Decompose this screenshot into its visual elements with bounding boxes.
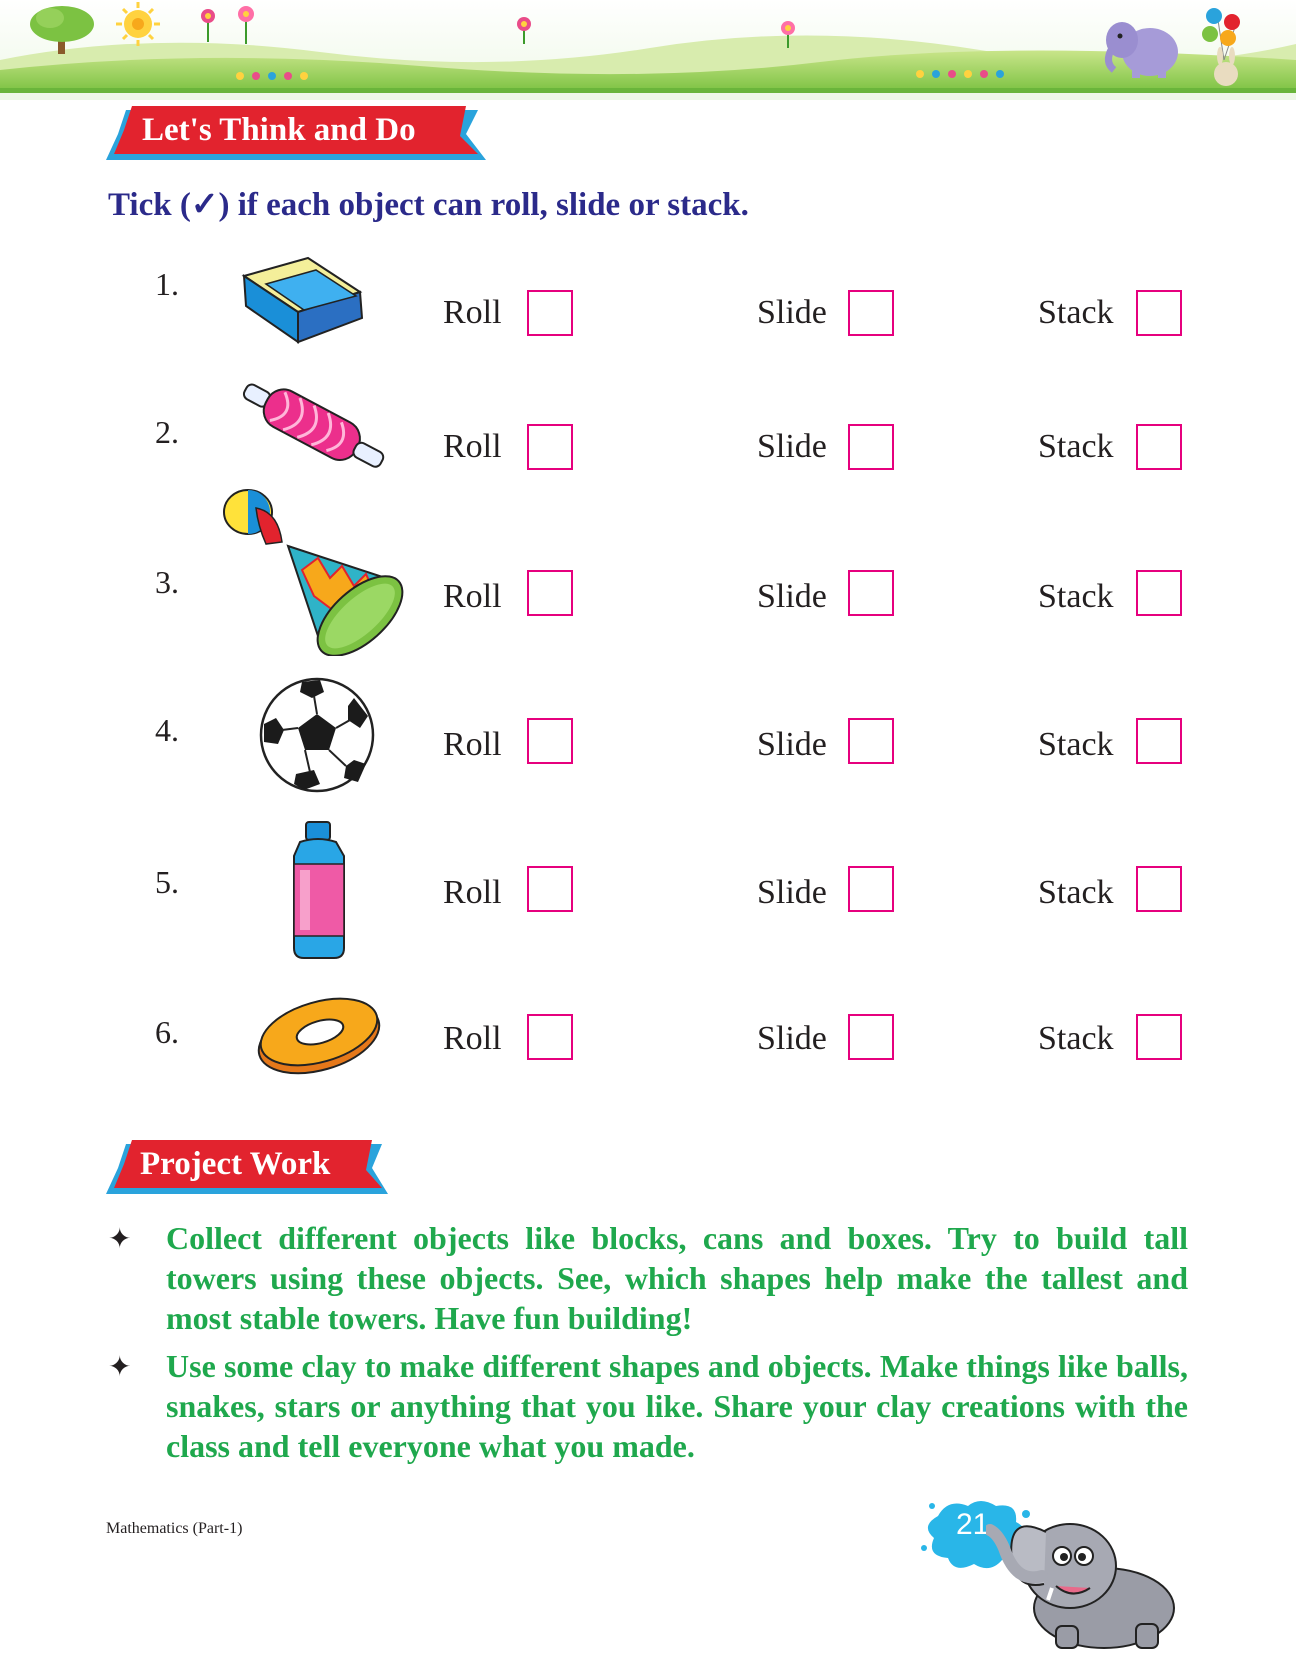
option-stack-label: Stack [1038, 578, 1114, 615]
stack-checkbox[interactable] [1136, 718, 1182, 764]
page-number: 21 [956, 1508, 990, 1541]
list-item [0, 818, 1296, 958]
stack-checkbox[interactable] [1136, 570, 1182, 616]
instruction-text: Tick (✓) if each object can roll, slide or stack. [108, 187, 749, 223]
section-heading: Project Work [140, 1146, 331, 1182]
stack-checkbox[interactable] [1136, 1014, 1182, 1060]
option-roll-label: Roll [443, 1020, 502, 1057]
option-slide-label: Slide [757, 578, 827, 615]
book-title: Mathematics (Part-1) [106, 1520, 243, 1537]
roll-checkbox[interactable] [527, 570, 573, 616]
option-stack-label: Stack [1038, 1020, 1114, 1057]
option-slide-label: Slide [757, 726, 827, 763]
item-number: 4. [155, 712, 179, 748]
roll-checkbox[interactable] [527, 1014, 573, 1060]
item-number: 5. [155, 864, 179, 900]
option-stack-label: Stack [1038, 874, 1114, 911]
section-heading: Let's Think and Do [142, 112, 416, 148]
option-roll-label: Roll [443, 294, 502, 331]
elephant-mascot-icon [986, 1504, 1186, 1654]
item-number: 6. [155, 1014, 179, 1050]
slide-checkbox[interactable] [848, 866, 894, 912]
list-item [0, 990, 1296, 1130]
stack-checkbox[interactable] [1136, 424, 1182, 470]
party-hat-icon [218, 486, 408, 656]
option-slide-label: Slide [757, 874, 827, 911]
star-bullet-icon: ✦ [108, 1224, 132, 1255]
list-item [0, 676, 1296, 816]
list-item [0, 486, 1296, 626]
item-number: 1. [155, 266, 179, 302]
roll-checkbox[interactable] [527, 290, 573, 336]
option-slide-label: Slide [757, 1020, 827, 1057]
slide-checkbox[interactable] [848, 718, 894, 764]
item-number: 2. [155, 414, 179, 450]
stack-checkbox[interactable] [1136, 866, 1182, 912]
slide-checkbox[interactable] [848, 570, 894, 616]
list-item [108, 1218, 1188, 1338]
option-slide-label: Slide [757, 294, 827, 331]
option-roll-label: Roll [443, 726, 502, 763]
stack-checkbox[interactable] [1136, 290, 1182, 336]
slide-checkbox[interactable] [848, 1014, 894, 1060]
project-point: Collect different objects like blocks, cans and boxes. Try to build tall towers using these objects. See, which shapes help make the tallest and most stable towers. Have fun building! [166, 1220, 1188, 1336]
option-roll-label: Roll [443, 428, 502, 465]
header-scenery [0, 0, 1296, 100]
roll-checkbox[interactable] [527, 866, 573, 912]
eraser-icon [238, 254, 368, 346]
project-point: Use some clay to make different shapes and objects. Make things like balls, snakes, stars or anything that you like. Share your clay creations with the class and tell everyone what you made. [166, 1348, 1188, 1464]
list-item [108, 1346, 1188, 1466]
project-work-list [108, 1218, 1188, 1474]
rolling-pin-icon [232, 380, 396, 474]
section-banner-project-work [106, 1140, 388, 1198]
star-bullet-icon: ✦ [108, 1352, 132, 1383]
item-number: 3. [155, 564, 179, 600]
list-item [0, 254, 1296, 394]
option-stack-label: Stack [1038, 726, 1114, 763]
slide-checkbox[interactable] [848, 290, 894, 336]
option-stack-label: Stack [1038, 428, 1114, 465]
option-roll-label: Roll [443, 578, 502, 615]
section-banner-lets-think [106, 106, 486, 164]
bottle-icon [286, 820, 352, 962]
roll-checkbox[interactable] [527, 424, 573, 470]
option-slide-label: Slide [757, 428, 827, 465]
option-roll-label: Roll [443, 874, 502, 911]
slide-checkbox[interactable] [848, 424, 894, 470]
football-icon [258, 676, 376, 794]
roll-checkbox[interactable] [527, 718, 573, 764]
option-stack-label: Stack [1038, 294, 1114, 331]
ring-icon [254, 990, 384, 1076]
